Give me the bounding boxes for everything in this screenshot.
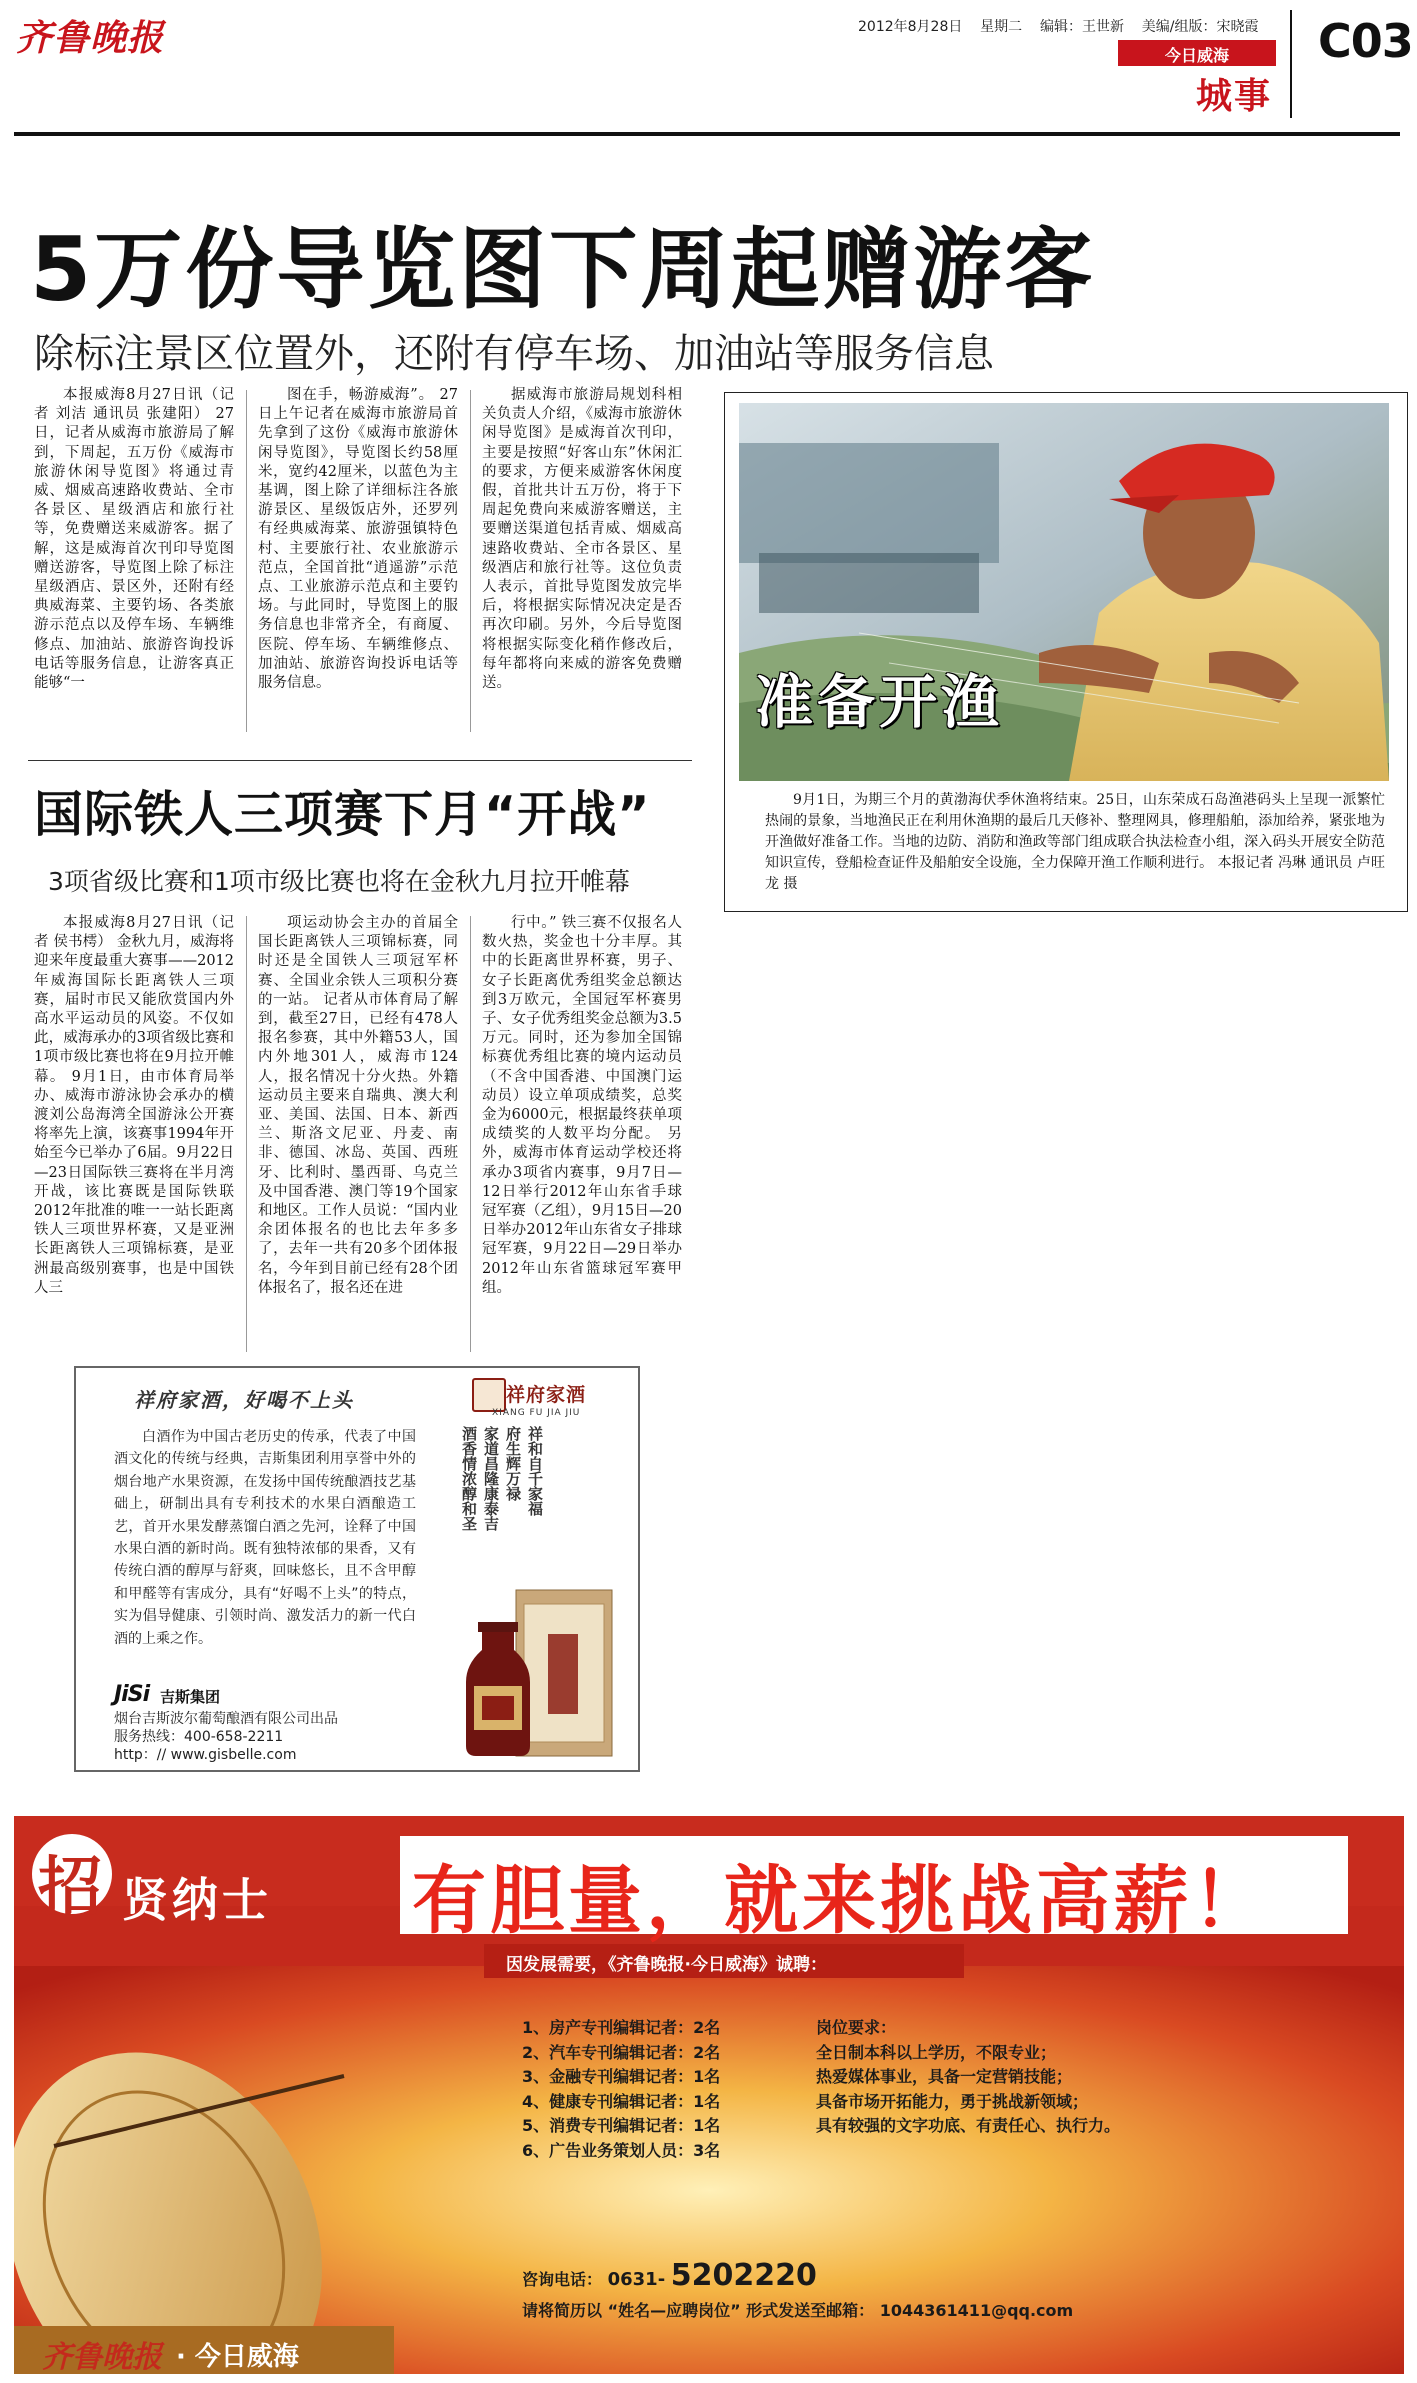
story2-col1-text: 本报威海8月27日讯（记者 侯书樗） 金秋九月，威海将迎来年度最重大赛事——2012年威海国际长距离铁人三项赛，届时市民又能欣赏国内外高水平运动员的风姿。不仅如此，威海承办的3项省级比赛和1项市级比赛也将在9月拉开帷幕。 9月1日，由市体育局举办、威海市游泳协会承办的横渡刘公岛海湾全国游泳公开赛将率先上演，该赛事1994年开始至今已举办了6届。9月22日—23日国际铁三赛将在半月湾开战，该比赛既是国际铁联2012年批准的唯一一站长距离铁人三项世界杯赛，又是亚洲长距离铁人三项锦标赛，是亚洲最高级别赛事，也是中国铁人三 xyxy=(34,915,234,1296)
product-logo-seal xyxy=(472,1378,506,1412)
photo-caption: 9月1日，为期三个月的黄渤海伏季休渔将结束。25日，山东荣成石岛渔港码头上呈现一派繁忙热闹的景象，当地渔民正在利用休渔期的最后几天修补、整理网具，修理船舶，添加给养，紧张地为开渔做好准备工作。当地的边防、消防和渔政等部门组成联合执法检查小组，深入码头开展安全防范知识宣传，登船检查证件及船舶安全设施，全力保障开渔工作顺利进行。 本报记者 冯琳 通讯员 卢旺龙 摄 xyxy=(765,792,1385,892)
position-item: 1、房产专刊编辑记者：2名 xyxy=(522,2018,721,2037)
story2-column-3 xyxy=(482,914,682,1298)
position-item: 2、汽车专刊编辑记者：2名 xyxy=(522,2042,721,2062)
wine-ad-body: 白酒作为中国古老历史的传承，代表了中国酒文化的传统与经典，吉斯集团利用享誉中外的烟台地产水果资源，在发扬中国传统酿酒技艺基础上，研制出具有专利技术的水果白酒酿造工艺，首开水果发酵蒸馏白酒之先河，诠释了中国水果白酒的新时尚。既有独特浓郁的果香，又有传统白酒的醇厚与舒爽，回味悠长，且不含甲醇和甲醛等有害成分，具有“好喝不上头”的特点，实为倡导健康、引领时尚、激发活力的新一代白酒的上乘之作。 xyxy=(114,1429,416,1647)
story1-column-3 xyxy=(482,386,682,693)
story1-rule-1 xyxy=(246,390,247,732)
story1-rule-2 xyxy=(470,390,471,732)
poem-col-3: 家道昌隆康泰吉 xyxy=(482,1426,500,1531)
story1-col3-text: 据威海市旅游局规划科相关负责人介绍，《威海市旅游休闲导览图》是威海首次刊印，主要是按照“好客山东”休闲汇的要求，方便来威游客休闲度假，首批共计五万份，将于下周起免费向来威游客赠送，主要赠送渠道包括青威、烟威高速路收费站、全市各景区、星级酒店和旅行社等。这位负责人表示，首批导览图发放完毕后，将根据实际情况决定是否再次印刷。另外，今后导览图将根据实际变化稍作修改后，每年都将向来威的游客免费赠送。 xyxy=(482,387,682,692)
photo-box xyxy=(724,392,1408,912)
wine-ad-slogan: 祥府家酒，好喝不上头 xyxy=(134,1388,354,1412)
product-poem xyxy=(458,1426,546,1556)
story2-col-rule-2 xyxy=(470,916,471,1352)
poem-col-4: 酒香情浓醇和圣 xyxy=(460,1426,478,1531)
story2-col3-text: 行中。” 铁三赛不仅报名人数火热，奖金也十分丰厚。其中的长距离世界杯赛，男子、女子长距离优秀组奖金总额达到3万欧元，全国冠军杯赛男子、女子优秀组奖金总额为3.5万元。同时，还为参加全国锦标赛优秀组比赛的境内运动员（不含中国香港、中国澳门运动员）设立单项成绩奖，总奖金为6000元，根据最终获单项成绩奖的人数平均分配。 另外，威海市体育运动学校还将承办3项省内赛事，9月7日—12日举行2012年山东省手球冠军赛（乙组），9月15日—20日举办2012年山东省女子排球冠军赛，9月22日—29日举办2012年山东省篮球冠军赛甲组。 xyxy=(482,915,682,1296)
newspaper-logo: 齐鲁晚报 xyxy=(16,17,165,59)
poem-col-2: 府生辉万禄 xyxy=(504,1426,522,1501)
recruit-phone xyxy=(522,2258,817,2293)
recruit-email: 请将简历以 “姓名—应聘岗位” 形式发送至邮箱： 1044361411@qq.com xyxy=(522,2301,1074,2320)
story2-subhead: 3项省级比赛和1项市级比赛也将在金秋九月拉开帷幕 xyxy=(48,867,630,896)
jisi-logo: JiSi xyxy=(114,1682,150,1707)
product-pinyin: XIANG FU JIA JIU xyxy=(492,1408,581,1418)
recruit-big-char: 招 xyxy=(38,1851,102,1925)
requirement-item: 全日制本科以上学历，不限专业； xyxy=(816,2042,1057,2062)
story1-column-1 xyxy=(34,386,234,693)
masthead-rule xyxy=(14,132,1400,136)
requirement-item: 具有较强的文字功底、有责任心、执行力。 xyxy=(816,2116,1121,2136)
position-item: 5、消费专刊编辑记者：1名 xyxy=(522,2116,721,2136)
phone-label: 咨询电话： xyxy=(522,2270,603,2289)
masthead-divider xyxy=(1290,10,1292,118)
story2-rule xyxy=(28,760,692,761)
story1-column-2 xyxy=(258,386,458,693)
page-number: C03 xyxy=(1318,14,1413,68)
recruit-intro: 因发展需要，《齐鲁晚报·今日威海》诚聘： xyxy=(506,1955,827,1975)
recruit-slogan: 有胆量，就来挑战高薪！ xyxy=(412,1858,1270,1944)
position-item: 6、广告业务策划人员：3名 xyxy=(522,2140,721,2160)
requirement-item: 具备市场开拓能力，勇于挑战新领域； xyxy=(816,2091,1089,2111)
position-item: 3、金融专刊编辑记者：1名 xyxy=(522,2067,721,2087)
recruit-ad xyxy=(14,1816,1404,2374)
issue-date: 2012年8月28日 xyxy=(858,19,963,35)
story2-col2-text: 项运动协会主办的首届全国长距离铁人三项锦标赛，同时还是全国铁人三项冠军杯赛、全国业余铁人三项积分赛的一站。 记者从市体育局了解到，截至27日，已经有478人报名参赛，其中外籍53人，国内外地301人，威海市124人，报名情况十分火热。外籍运动员主要来自瑞典、澳大利亚、美国、法国、日本、新西兰、斯洛文尼亚、丹麦、南非、德国、冰岛、英国、西班牙、比利时、墨西哥、乌克兰及中国香港、澳门等19个国家和地区。工作人员说：“国内业余团体报名的也比去年多多了，去年一共有20多个团体报名，今年到目前已经有28个团体报名了，报名还在进 xyxy=(258,915,458,1296)
phone-number: 5202220 xyxy=(670,2258,817,2293)
wine-bottle-and-box xyxy=(454,1574,624,1760)
issue-weekday: 星期二 xyxy=(980,19,1023,35)
recruit-brand-sub: · 今日威海 xyxy=(176,2342,299,2372)
story1-col1-text: 本报威海8月27日讯（记者 刘洁 通讯员 张建阳） 27日，记者从威海市旅游局了解到，下周起，五万份《威海市旅游休闲导览图》将通过青威、烟威高速路收费站、全市各景区、星级酒店和旅行社等，免费赠送来威游客。据了解，这是威海首次刊印导览图赠送游客，导览图上除了标注星级酒店、景区外，还附有经典威海菜、主要钓场、各类旅游示范点以及停车场、车辆维修点、加油站、旅游咨询投诉电话等服务信息，让游客真正能够“一 xyxy=(34,387,234,692)
photo-title: 准备开渔 xyxy=(755,668,1004,736)
wine-ad xyxy=(74,1366,640,1772)
wine-ad-maker: 烟台吉斯波尔葡萄酿酒有限公司出品 xyxy=(114,1711,338,1727)
story2-col-rule-1 xyxy=(246,916,247,1352)
section-tag: 今日威海 xyxy=(1164,46,1229,65)
editor-credit: 编辑：王世新 xyxy=(1039,19,1124,35)
wine-ad-hotline: 服务热线：400-658-2211 xyxy=(114,1729,284,1745)
recruit-title-rest: 贤纳士 xyxy=(122,1873,272,1927)
phone-prefix: 0631- xyxy=(607,2269,666,2290)
recruit-brand-logo: 齐鲁晚报 xyxy=(42,2340,162,2374)
requirement-item: 热爱媒体事业，具备一定营销技能； xyxy=(816,2067,1073,2087)
requirements-title: 岗位要求： xyxy=(816,2018,897,2037)
story2-column-2 xyxy=(258,914,458,1298)
story1-subhead: 除标注景区位置外，还附有停车场、加油站等服务信息 xyxy=(34,331,994,377)
jisi-brand-name: 吉斯集团 xyxy=(160,1688,221,1706)
masthead xyxy=(0,0,1417,140)
position-item: 4、健康专刊编辑记者：1名 xyxy=(522,2091,721,2111)
story2-column-1 xyxy=(34,914,234,1298)
poem-col-1: 祥和自千家福 xyxy=(526,1426,544,1516)
story1-headline: 5万份导览图下周起赠游客 xyxy=(30,218,1096,321)
story2-headline: 国际铁人三项赛下月“开战” xyxy=(34,786,651,843)
positions-list xyxy=(522,2016,720,2164)
story1-col2-text: 图在手，畅游威海”。 27日上午记者在威海市旅游局首先拿到了这份《威海市旅游休闲导览图》，导览图长约58厘米，宽约42厘米，以蓝色为主基调，图上除了详细标注各旅游景区、星级饭店外，还罗列有经典威海菜、旅游强镇特色村、主要旅行社、农业旅游示范点，全国首批“逍遥游”示范点、工业旅游示范点和主要钓场。与此同时，导览图上的服务信息也非常齐全，有商厦、医院、停车场、车辆维修点、加油站、旅游咨询投诉电话等服务信息。 xyxy=(258,387,458,692)
section-name: 城事 xyxy=(1196,76,1273,117)
requirements-list xyxy=(816,2016,1120,2139)
product-name: 祥府家酒 xyxy=(506,1384,587,1406)
wine-ad-url: http：// www.gisbelle.com xyxy=(114,1747,297,1763)
designer-credit: 美编/组版：宋晓霞 xyxy=(1141,19,1259,35)
issue-info xyxy=(858,16,1259,36)
